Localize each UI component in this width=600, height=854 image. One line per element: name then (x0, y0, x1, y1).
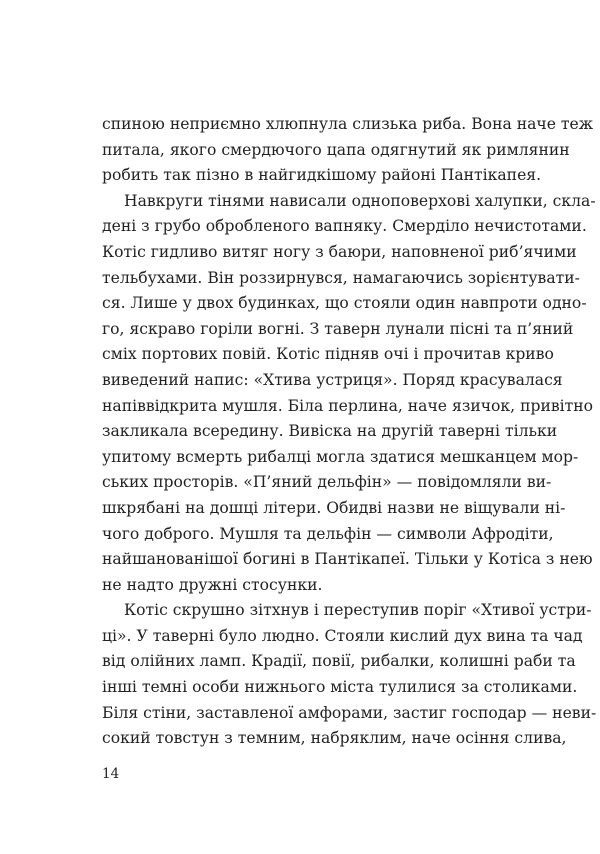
text-line: ці». У таверні було людно. Стояли кислий дух вина та чад (102, 626, 583, 645)
paragraph-first-line: Котіс скрушно зітхнув і переступив поріг «Хтивої устри- (124, 601, 592, 620)
text-line: Котіс гидливо витяг ногу з баюри, наповненої риб’ячими (102, 242, 577, 261)
text-line: сміх портових повій. Котіс підняв очі і прочитав криво (102, 345, 554, 364)
text-line: Біля стіни, заставленої амфорами, застиг господар — неви- (102, 703, 597, 722)
text-line: сокий товстун з темним, набряклим, наче осіння слива, (102, 729, 567, 748)
text-line: робить так пізно в найгидкішому районі Пантікапея. (102, 166, 542, 185)
text-line: виведений напис: «Хтива устриця». Поряд красувалася (102, 370, 563, 389)
text-line: інші темні особи нижнього міста тулилися за столиками. (102, 678, 578, 697)
text-line: найшанованішої богині в Пантікапеї. Тільки у Котіса з нею (102, 550, 593, 569)
text-line: не надто дружні стосунки. (102, 575, 323, 594)
body-text (102, 112, 597, 752)
page-number: 14 (102, 766, 120, 782)
text-line: чого доброго. Мушля та дельфін — символи Афродіти, (102, 524, 554, 543)
text-line: дені з грубо обробленого вапняку. Смерділо нечистотами. (102, 217, 587, 236)
text-line: ських просторів. «П’яний дельфін» — повідомляли ви- (102, 473, 552, 492)
text-line: закликала всередину. Вивіска на другій таверні тільки (102, 422, 558, 441)
text-line: спиною неприємно хлюпнула слизька риба. Вона наче теж (102, 115, 594, 133)
text-line: ся. Лише у двох будинках, що стояли один навпроти одно- (102, 294, 587, 313)
text-line: від олійних ламп. Крадії, повії, рибалки, колишні раби та (102, 652, 576, 671)
paragraph-first-line: Навкруги тінями нависали одноповерхові халупки, скла- (124, 191, 596, 210)
text-line: напіввідкрита мушля. Біла перлина, наче язичок, привітно (102, 396, 594, 415)
text-line: тельбухами. Він роззирнувся, намагаючись зорієнтувати- (102, 268, 580, 287)
text-line: шкрябані на дошці літери. Обидві назви не віщували ні- (102, 498, 566, 517)
text-line: питала, якого смердючого цапа одягнутий як римлянин (102, 140, 570, 159)
text-line: упитому всмерть рибалці могла здатися мешканцем мор- (102, 447, 579, 466)
text-line: го, яскраво горіли вогні. З таверн лунали пісні та п’яний (102, 319, 574, 338)
